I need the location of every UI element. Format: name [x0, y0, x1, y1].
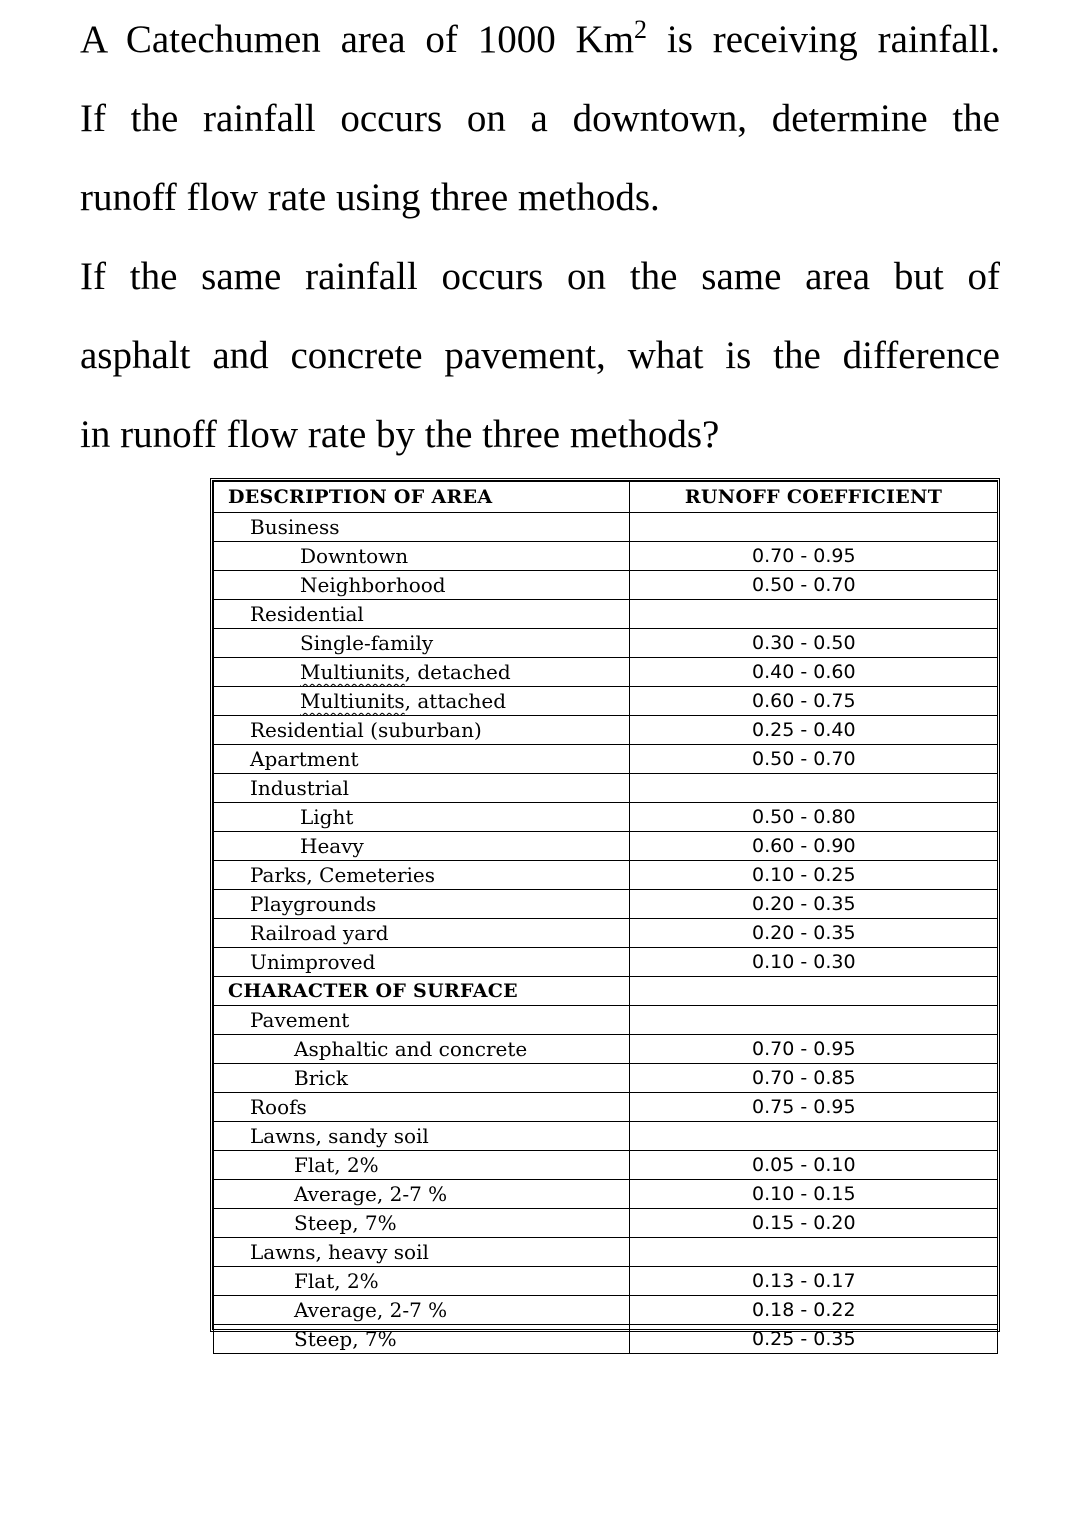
table-row: [214, 1209, 998, 1238]
table-row: [214, 919, 998, 948]
spellcheck-word: Multiunits: [300, 689, 405, 713]
row-label-rest: , attached: [404, 689, 507, 713]
row-label: Single-family: [214, 629, 630, 658]
row-value: 0.50 - 0.70: [630, 745, 998, 774]
row-label: [214, 687, 630, 716]
table-row: [214, 1064, 998, 1093]
row-label: Residential (suburban): [214, 716, 630, 745]
table-row: [214, 658, 998, 687]
coefficient-table: [213, 481, 998, 1354]
row-label: Playgrounds: [214, 890, 630, 919]
row-value: 0.60 - 0.90: [630, 832, 998, 861]
question-line-3: runoff flow rate using three methods.: [80, 176, 660, 219]
question-line-5: asphalt and concrete pavement, what is the difference: [80, 334, 1000, 377]
question-line-4: If the same rainfall occurs on the same area but of: [80, 255, 1000, 298]
row-label: Brick: [214, 1064, 630, 1093]
row-value: [630, 600, 998, 629]
runoff-coefficient-table: [210, 478, 1000, 1351]
row-value: [630, 977, 998, 1006]
header-runoff-coefficient: RUNOFF COEFFICIENT: [630, 482, 998, 513]
table-row: [214, 1296, 998, 1325]
row-label: Average, 2-7 %: [214, 1180, 630, 1209]
row-label: Lawns, heavy soil: [214, 1238, 630, 1267]
row-value: [630, 1006, 998, 1035]
table-row: [214, 1035, 998, 1064]
question-line-1-text: A Catechumen area of 1000 Km: [80, 18, 635, 61]
row-value: 0.60 - 0.75: [630, 687, 998, 716]
row-label: Residential: [214, 600, 630, 629]
row-value: [630, 1238, 998, 1267]
row-value: 0.40 - 0.60: [630, 658, 998, 687]
row-label: Railroad yard: [214, 919, 630, 948]
table-row: [214, 948, 998, 977]
row-label: Roofs: [214, 1093, 630, 1122]
row-value: 0.20 - 0.35: [630, 919, 998, 948]
row-value: 0.50 - 0.80: [630, 803, 998, 832]
row-label: Downtown: [214, 542, 630, 571]
row-value: 0.20 - 0.35: [630, 890, 998, 919]
table-row: [214, 890, 998, 919]
row-value: 0.18 - 0.22: [630, 1296, 998, 1325]
question-line-1-end: is receiving rainfall.: [647, 18, 1000, 61]
row-value: 0.50 - 0.70: [630, 571, 998, 600]
row-label: Steep, 7%: [214, 1209, 630, 1238]
row-value: 0.70 - 0.85: [630, 1064, 998, 1093]
row-label: Asphaltic and concrete: [214, 1035, 630, 1064]
table-row: [214, 1093, 998, 1122]
row-label: Unimproved: [214, 948, 630, 977]
table-row: [214, 1006, 998, 1035]
row-value: [630, 513, 998, 542]
table-row: [214, 629, 998, 658]
row-label: Lawns, sandy soil: [214, 1122, 630, 1151]
table-row: [214, 861, 998, 890]
table-row: [214, 745, 998, 774]
row-label: Light: [214, 803, 630, 832]
row-value: 0.25 - 0.35: [630, 1325, 998, 1354]
row-label: [214, 658, 630, 687]
table-row: [214, 1325, 998, 1354]
row-value: 0.25 - 0.40: [630, 716, 998, 745]
row-value: [630, 1122, 998, 1151]
table-row: [214, 1267, 998, 1296]
superscript-2: 2: [634, 15, 648, 44]
row-value: 0.13 - 0.17: [630, 1267, 998, 1296]
row-value: 0.30 - 0.50: [630, 629, 998, 658]
table-row: [214, 600, 998, 629]
row-label: Industrial: [214, 774, 630, 803]
question-line-6: in runoff flow rate by the three methods?: [80, 413, 720, 456]
row-value: 0.10 - 0.30: [630, 948, 998, 977]
table-row: [214, 1180, 998, 1209]
question-line-1: [80, 0, 1000, 79]
row-label: Steep, 7%: [214, 1325, 630, 1354]
row-label: Parks, Cemeteries: [214, 861, 630, 890]
row-label: Heavy: [214, 832, 630, 861]
row-value: 0.10 - 0.25: [630, 861, 998, 890]
row-value: 0.10 - 0.15: [630, 1180, 998, 1209]
question-text: [80, 0, 1000, 474]
row-value: 0.70 - 0.95: [630, 542, 998, 571]
table-row: [214, 513, 998, 542]
row-label: Business: [214, 513, 630, 542]
table-row: [214, 803, 998, 832]
row-label: Apartment: [214, 745, 630, 774]
row-value: 0.70 - 0.95: [630, 1035, 998, 1064]
row-label-rest: , detached: [404, 660, 511, 684]
table-row: [214, 1151, 998, 1180]
row-label: Average, 2-7 %: [214, 1296, 630, 1325]
table-row: [214, 1122, 998, 1151]
row-label: Neighborhood: [214, 571, 630, 600]
table-header-row: [214, 482, 998, 513]
section-heading: CHARACTER OF SURFACE: [214, 977, 630, 1006]
question-line-2: If the rainfall occurs on a downtown, determine the: [80, 97, 1000, 140]
table-row: [214, 571, 998, 600]
row-value: [630, 774, 998, 803]
row-label: Flat, 2%: [214, 1267, 630, 1296]
table-row: [214, 542, 998, 571]
table-row: [214, 774, 998, 803]
row-value: 0.15 - 0.20: [630, 1209, 998, 1238]
row-value: 0.75 - 0.95: [630, 1093, 998, 1122]
table-section-row: [214, 977, 998, 1006]
row-label: Flat, 2%: [214, 1151, 630, 1180]
table-row: [214, 1238, 998, 1267]
table-row: [214, 716, 998, 745]
row-value: 0.05 - 0.10: [630, 1151, 998, 1180]
table-row: [214, 687, 998, 716]
table-row: [214, 832, 998, 861]
spellcheck-word: Multiunits: [300, 660, 405, 684]
row-label: Pavement: [214, 1006, 630, 1035]
header-description: DESCRIPTION OF AREA: [214, 482, 630, 513]
